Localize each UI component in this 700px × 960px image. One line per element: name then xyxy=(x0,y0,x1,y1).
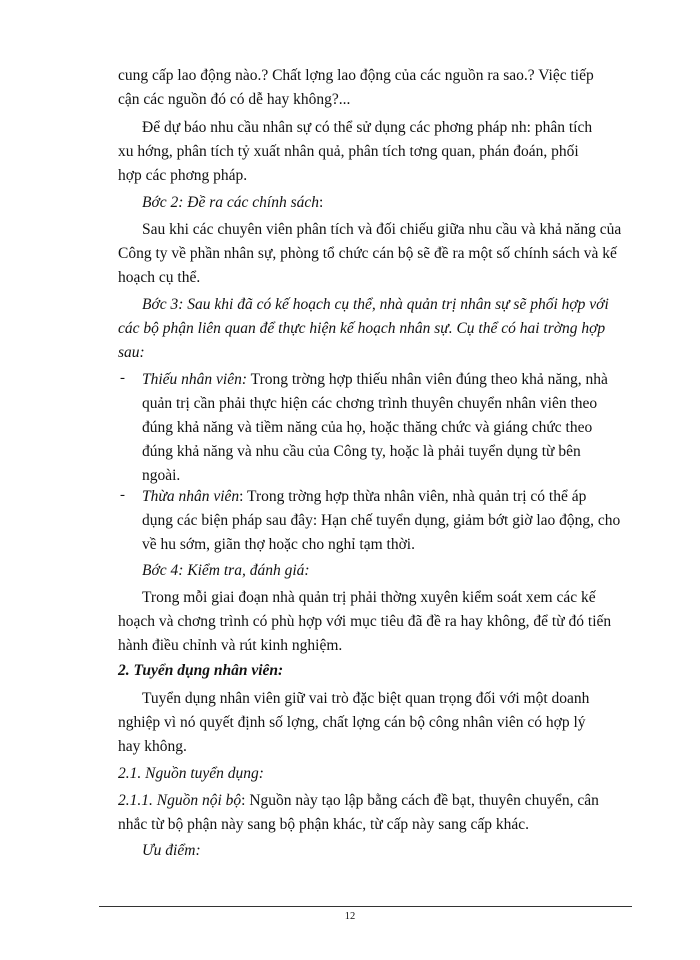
text-line: ngoài. xyxy=(142,467,181,484)
text-line: Để dự báo nhu cầu nhân sự có thể sử dụng các phơng pháp nh: phân tích xyxy=(142,119,593,136)
text-line: nhắc từ bộ phận này sang bộ phận khác, từ cấp này sang cấp khác. xyxy=(118,816,530,833)
text-line: hoạch và chơng trình có phù hợp với mục tiêu đã đề ra hay không, để từ đó tiến xyxy=(118,613,612,630)
text-line: đúng khả năng và tiềm năng của họ, hoặc thăng chức và giáng chức theo xyxy=(142,419,593,436)
bullet-marker: - xyxy=(120,370,125,386)
text-line: Công ty về phần nhân sự, phòng tổ chức cán bộ sẽ đề ra một số chính sách và kế xyxy=(118,245,617,262)
text-line: Tuyển dụng nhân viên giữ vai trò đặc biệt quan trọng đối với một doanh xyxy=(142,690,590,707)
bullet-item-first-line xyxy=(142,370,608,390)
text-line: dụng các biện pháp sau đây: Hạn chế tuyển dụng, giảm bớt giờ lao động, cho xyxy=(142,512,621,529)
text-line: cận các nguồn đó có dễ hay không?... xyxy=(118,91,351,108)
text-line: Bớc 3: Sau khi đã có kế hoạch cụ thể, nhà quản trị nhân sự sẽ phối hợp với xyxy=(142,296,609,313)
bullet-lead: Thiếu nhân viên: xyxy=(142,371,248,388)
text-line: sau: xyxy=(118,344,145,361)
text-line: Sau khi các chuyên viên phân tích và đối chiếu giữa nhu cầu và khả năng của xyxy=(142,221,622,238)
bullet-marker: - xyxy=(120,487,125,503)
bullet-text: : Trong trờng hợp thừa nhân viên, nhà quản trị có thể áp xyxy=(239,488,587,505)
text-line: quản trị cần phải thực hiện các chơng trình thuyên chuyển nhân viên theo xyxy=(142,395,598,412)
text-line: Trong mỗi giai đoạn nhà quản trị phải thờng xuyên kiểm soát xem các kế xyxy=(142,589,596,606)
step-colon: : xyxy=(319,194,324,211)
subsection-text: : Nguồn này tạo lập bằng cách đề bạt, thuyên chuyển, cân xyxy=(241,792,599,809)
step-label: Bớc 2 xyxy=(142,194,179,211)
subsection-lead: 2.1.1. Nguồn nội bộ xyxy=(118,792,242,809)
page-number: 12 xyxy=(344,911,356,922)
text-line: các bộ phận liên quan để thực hiện kế hoạch nhân sự. Cụ thể có hai trờng hợp xyxy=(118,320,606,337)
section-heading: 2. Tuyển dụng nhân viên: xyxy=(118,662,284,679)
step-heading xyxy=(142,193,323,213)
bullet-text: Trong trờng hợp thiếu nhân viên đúng theo khả năng, nhà xyxy=(247,371,608,388)
subsection-first-line xyxy=(118,791,599,811)
text-line: xu hớng, phân tích tỷ xuất nhân quả, phân tích tơng quan, phán đoán, phối xyxy=(118,143,579,160)
text-line: hành điều chỉnh và rút kinh nghiệm. xyxy=(118,637,343,654)
step-title: : Đề ra các chính sách xyxy=(178,194,319,211)
footer-divider xyxy=(99,906,632,907)
text-line: cung cấp lao động nào.? Chất lợng lao động của các nguồn ra sao.? Việc tiếp xyxy=(118,67,594,84)
subsection-heading: 2.1. Nguồn tuyển dụng: xyxy=(118,765,264,782)
text-line: về hu sớm, giãn thợ hoặc cho nghỉ tạm thời. xyxy=(142,536,415,553)
text-line: hợp các phơng pháp. xyxy=(118,167,248,184)
text-line: nghiệp vì nó quyết định số lợng, chất lợng cán bộ công nhân viên có hợp lý xyxy=(118,714,586,731)
step-heading: Bớc 4: Kiểm tra, đánh giá: xyxy=(142,562,310,579)
text-line: hoạch cụ thể. xyxy=(118,269,201,286)
bullet-item-first-line xyxy=(142,487,586,507)
text-line: hay không. xyxy=(118,738,187,755)
bullet-lead: Thừa nhân viên xyxy=(142,488,240,505)
text-line: đúng khả năng và nhu cầu của Công ty, hoặc là phải tuyển dụng từ bên xyxy=(142,443,581,460)
advantages-heading: Ưu điểm: xyxy=(142,842,201,859)
